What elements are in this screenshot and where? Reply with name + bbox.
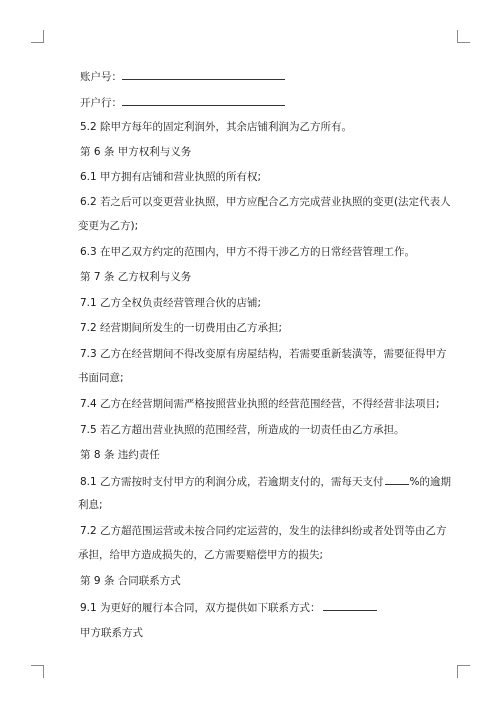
clause-8-1-text-a: 8.1 乙方需按时支付甲方的利润分成，若逾期支付的，需每天支付 [80, 476, 384, 488]
contact-blank [323, 601, 377, 611]
article-9-title: 第 9 条 合同联系方式 [80, 575, 181, 587]
bank-blank [122, 96, 285, 106]
clause-8-1-line-1 [80, 475, 451, 489]
clause-7-1: 7.1 乙方全权负责经营管理合伙的店铺; [80, 297, 262, 309]
clause-9-1 [80, 601, 377, 615]
account-number-label: 账户号： [80, 71, 122, 83]
bank-line [80, 96, 285, 110]
crop-mark-top-left [31, 30, 44, 43]
article-8-title: 第 8 条 违约责任 [80, 449, 160, 461]
clause-8-1-text-b: %的逾期 [409, 476, 452, 488]
clause-8-1-line-2: 利息; [78, 499, 103, 511]
clause-8-2-line-1: 7.2 乙方超范围运营或未按合同约定运营的，发生的法律纠纷或者处罚等由乙方 [80, 525, 447, 537]
party-a-contact-heading: 甲方联系方式 [80, 627, 143, 639]
account-number-line [80, 70, 285, 84]
account-number-blank [122, 70, 285, 80]
clause-7-3-line-2: 书面同意; [78, 372, 124, 384]
clause-7-3-line-1: 7.3 乙方在经营期间不得改变原有房屋结构，若需要重新装潢等，需要征得甲方 [80, 348, 447, 360]
clause-7-4: 7.4 乙方在经营期间需严格按照营业执照的经营范围经营，不得经营非法项目; [80, 398, 440, 410]
clause-7-5: 7.5 若乙方超出营业执照的范围经营，所造成的一切责任由乙方承担。 [80, 424, 405, 436]
clause-7-2: 7.2 经营期间所发生的一切费用由乙方承担; [80, 322, 283, 334]
crop-mark-bottom-right [457, 665, 470, 678]
bank-label: 开户行： [80, 97, 122, 109]
clause-5-2: 5.2 除甲方每年的固定利润外，其余店铺利润为乙方所有。 [80, 121, 353, 133]
clause-8-2-line-2: 承担，给甲方造成损失的，乙方需要赔偿甲方的损失; [78, 549, 324, 561]
clause-6-1: 6.1 甲方拥有店铺和营业执照的所有权; [80, 171, 262, 183]
crop-mark-bottom-left [31, 665, 44, 678]
clause-9-1-text: 9.1 为更好的履行本合同，双方提供如下联系方式： [80, 602, 321, 614]
overdue-rate-blank [385, 475, 409, 485]
crop-mark-top-right [457, 30, 470, 43]
clause-6-3: 6.3 在甲乙双方约定的范围内，甲方不得干涉乙方的日常经营管理工作。 [80, 246, 416, 258]
article-6-title: 第 6 条 甲方权利与义务 [80, 146, 192, 158]
clause-6-2-line-2: 变更为乙方); [78, 220, 139, 232]
article-7-title: 第 7 条 乙方权利与义务 [80, 271, 192, 283]
clause-6-2-line-1: 6.2 若之后可以变更营业执照，甲方应配合乙方完成营业执照的变更(法定代表人 [80, 196, 451, 208]
